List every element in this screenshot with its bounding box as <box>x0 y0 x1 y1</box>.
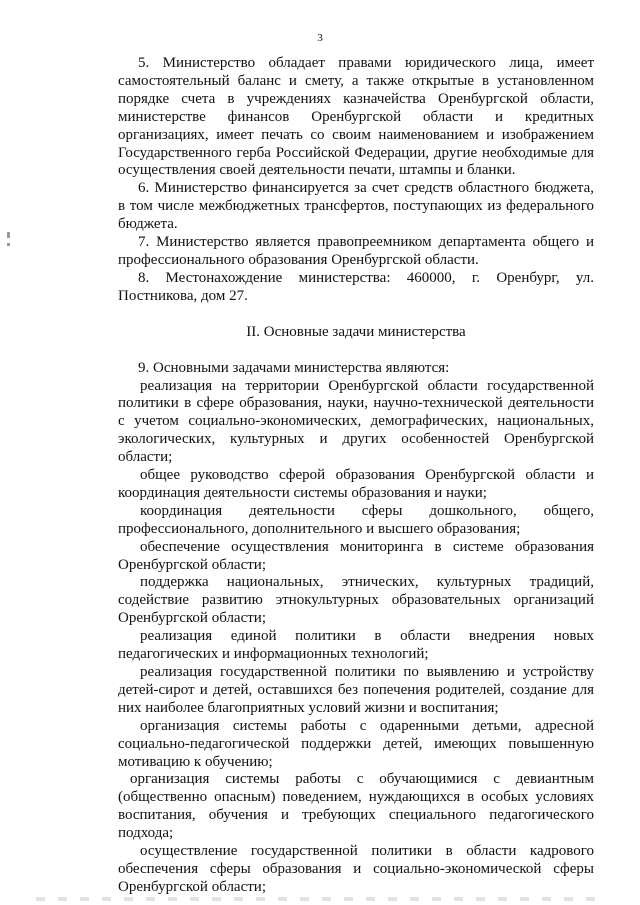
list-item: организация системы работы с одаренными детьми, адресной социально-педагогической поддержки детей, имеющих повышенную мотивацию к обучению; <box>118 717 594 770</box>
section-title: II. Основные задачи министерства <box>246 323 466 340</box>
page-number: 3 <box>317 32 323 44</box>
paragraph-7: 7. Министерство является правопреемником департамента общего и профессионального образования Оренбургской области. <box>118 234 594 268</box>
list-item: реализация единой политики в области внедрения новых педагогических и информационных технологий; <box>118 628 594 663</box>
paragraph-5: 5. Министерство обладает правами юридического лица, имеет самостоятельный баланс и смету, а также открытые в установленном порядке счета в учреждениях казначейства Оренбургской области, министерстве финансов Оренбургской области и кредитных организациях, имеет печать со своим наименованием и изображением Государственного герба Российской Федерации, другие необходимые для осуществления своей деятельности печати, штампы и бланки. <box>118 55 594 179</box>
list-item: реализация государственной политики по выявлению и устройству детей-сирот и детей, оставшихся без попечения родителей, создание для них наиболее благоприятных условий жизни и воспитания; <box>118 664 594 716</box>
paragraph-6: 6. Министерство финансируется за счет средств областного бюджета, в том числе межбюджетных трансфертов, поступающих из федерального бюджета. <box>118 180 594 233</box>
list-item: организация системы работы с обучающимися с девиантным (общественно опасным) поведением, нуждающихся в особых условиях воспитания, обучения и требующих специального педагогического подхода; <box>118 771 594 842</box>
list-item: общее руководство сферой образования Оренбургской области и координация деятельности системы образования и науки; <box>118 467 594 501</box>
section-intro: 9. Основными задачами министерства являются: <box>138 359 450 376</box>
scan-edge-artifact <box>36 897 596 901</box>
margin-scan-mark <box>7 243 10 246</box>
list-item: поддержка национальных, этнических, культурных традиций, содействие развитию этнокультурных образовательных организаций Оренбургской области; <box>118 574 594 627</box>
list-item: обеспечение осуществления мониторинга в системе образования Оренбургской области; <box>118 538 594 573</box>
margin-scan-mark <box>7 232 10 238</box>
list-item: реализация на территории Оренбургской области государственной политики в сфере образования, науки, научно-технической деятельности с учетом социально-экономических, демографических, национальных, экологических, культурных и других особенностей Оренбургской области; <box>118 377 594 466</box>
list-item: осуществление государственной политики в области кадрового обеспечения сферы образования и социально-экономической сферы Оренбургской области; <box>118 843 594 895</box>
list-item: координация деятельности сферы дошкольного, общего, профессионального, дополнительного и высшего образования; <box>118 502 594 537</box>
document-body <box>118 55 594 897</box>
paragraph-8: 8. Местонахождение министерства: 460000, г. Оренбург, ул. Постникова, дом 27. <box>118 269 594 304</box>
